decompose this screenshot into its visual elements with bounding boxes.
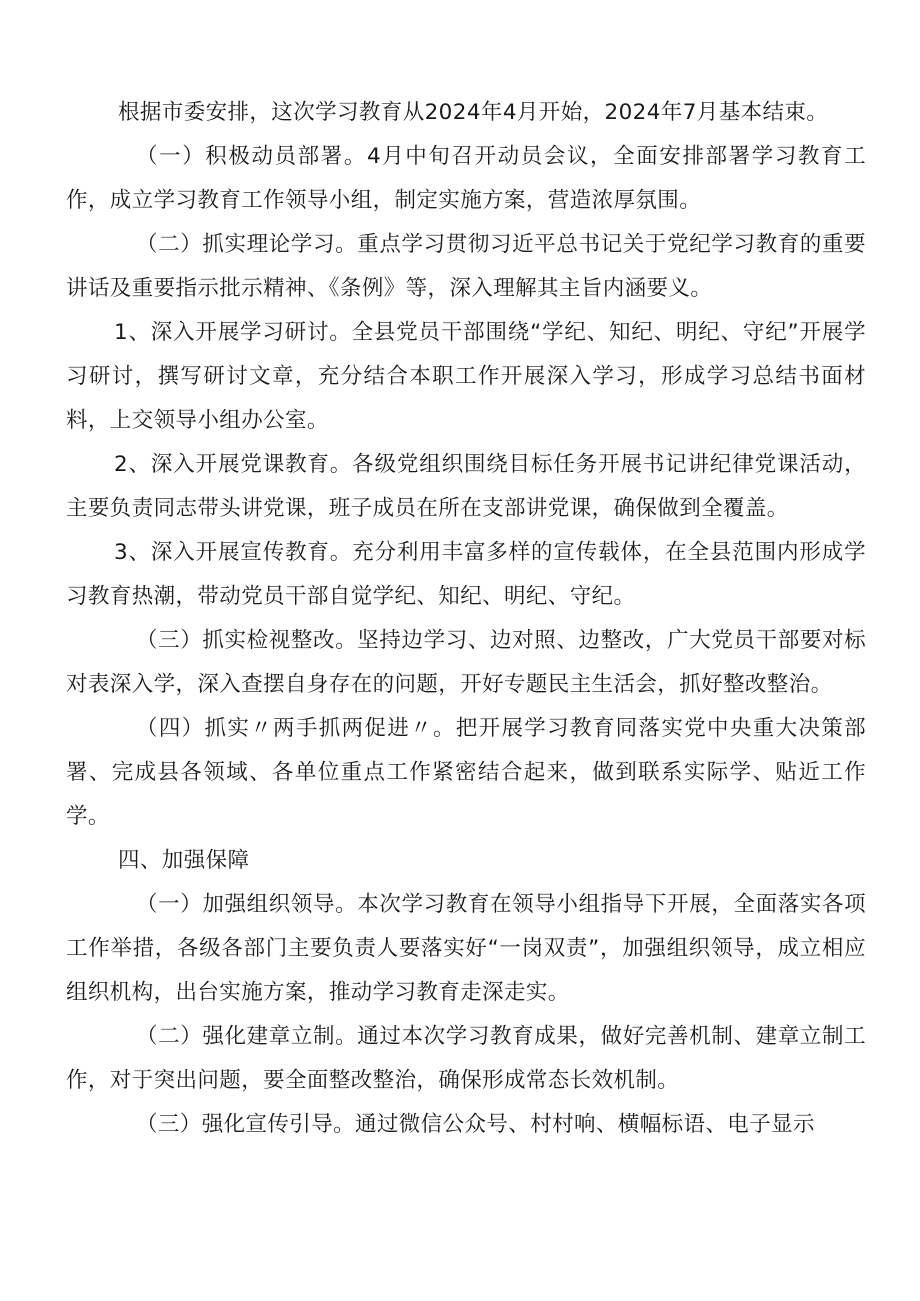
paragraph-party-lecture: 2、深入开展党课教育。各级党组织围绕目标任务开展书记讲纪律党课活动，主要负责同志带头讲党课，班子成员在所在支部讲党课，确保做到全覆盖。 — [66, 452, 866, 521]
paragraph-study-seminar: 1、深入开展学习研讨。全县党员干部围绕“学纪、知纪、明纪、守纪”开展学习研讨，撰写研讨文章，充分结合本职工作开展深入学习，形成学习总结书面材料，上交领导小组办公室。 — [66, 320, 866, 433]
paragraph-rules-system: （二）强化建章立制。通过本次学习教育成果，做好完善机制、建章立制工作，对于突出问题，要全面整改整治，确保形成常态长效机制。 — [66, 1024, 866, 1093]
document-body — [66, 91, 866, 1147]
paragraph-organizational-leadership: （一）加强组织领导。本次学习教育在领导小组指导下开展，全面落实各项工作举措，各级各部门主要负责人要落实好“一岗双责”，加强组织领导，成立相应组织机构，出台实施方案，推动学习教育走深走实。 — [66, 892, 866, 1005]
paragraph-publicity-guidance: （三）强化宣传引导。通过微信公众号、村村响、横幅标语、电子显示 — [136, 1112, 815, 1137]
section-heading-guarantee: 四、加强保障 — [118, 848, 250, 873]
paragraph-inspection-rectification: （三）抓实检视整改。坚持边学习、边对照、边整改，广大党员干部要对标对表深入学，深入查摆自身存在的问题，开好专题民主生活会，抓好整改整治。 — [66, 628, 866, 697]
paragraph-theory-study: （二）抓实理论学习。重点学习贯彻习近平总书记关于党纪学习教育的重要讲话及重要指示批示精神、《条例》等，深入理解其主旨内涵要义。 — [66, 232, 866, 301]
paragraph-two-hands: （四）抓实〃两手抓两促进〃。把开展学习教育同落实党中央重大决策部署、完成县各领域、各单位重点工作紧密结合起来，做到联系实际学、贴近工作学。 — [66, 716, 866, 829]
paragraph-publicity-education: 3、深入开展宣传教育。充分利用丰富多样的宣传载体，在全县范围内形成学习教育热潮，带动党员干部自觉学纪、知纪、明纪、守纪。 — [66, 540, 866, 609]
paragraph-mobilization: （一）积极动员部署。4月中旬召开动员会议，全面安排部署学习教育工作，成立学习教育工作领导小组，制定实施方案，营造浓厚氛围。 — [66, 144, 866, 213]
paragraph-schedule: 根据市委安排，这次学习教育从2024年4月开始，2024年7月基本结束。 — [118, 100, 829, 125]
